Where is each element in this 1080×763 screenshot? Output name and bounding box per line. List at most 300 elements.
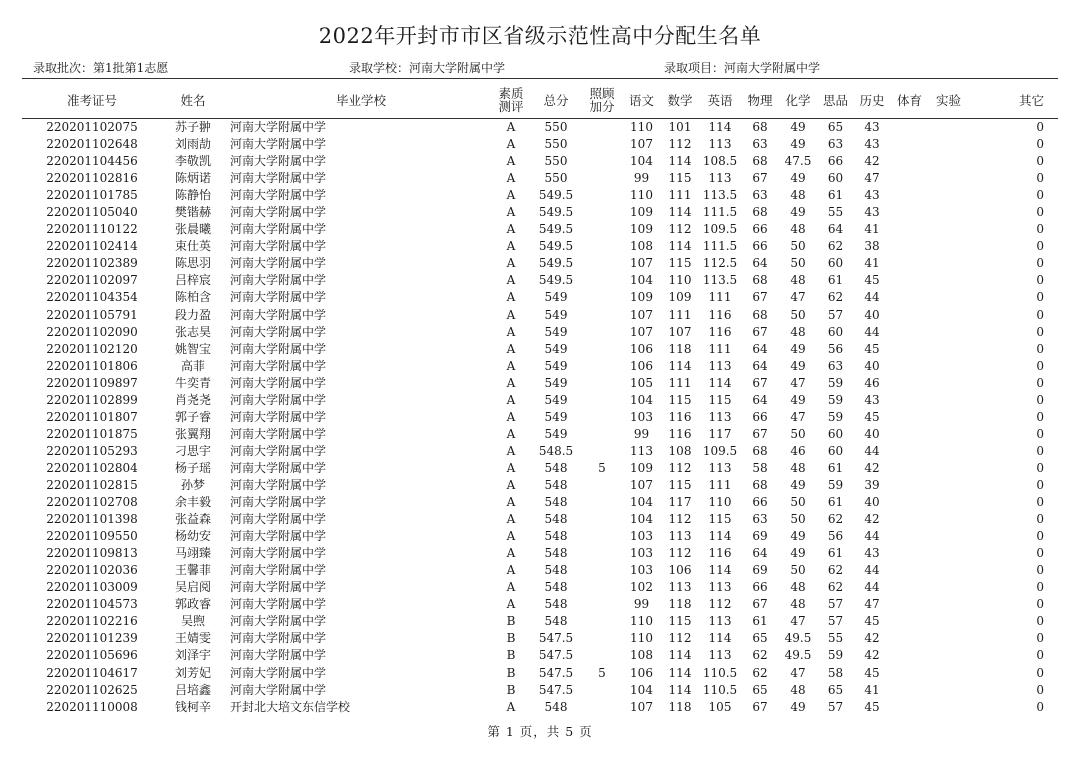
table-row <box>22 579 1058 596</box>
col-math-cell: 112 <box>668 631 692 646</box>
col-name-cell: 张志昊 <box>174 324 211 339</box>
col-moral-cell: 64 <box>827 222 844 237</box>
col-pe-cell <box>890 579 929 596</box>
col-lab-cell <box>929 170 968 187</box>
col-english-cell: 113 <box>708 614 732 629</box>
col-chemistry-cell: 50 <box>790 512 806 527</box>
col-school-cell: 河南大学附属中学 <box>230 205 327 220</box>
col-chinese-cell: 104 <box>630 682 653 697</box>
col-moral-cell: 61 <box>827 273 844 288</box>
col-quality-cell: A <box>506 392 516 407</box>
col-chemistry-header: 化学 <box>779 82 817 119</box>
col-total-cell: 549.5 <box>538 239 574 254</box>
col-moral-cell: 62 <box>827 290 844 305</box>
col-school-cell: 河南大学附属中学 <box>230 120 327 135</box>
col-history-cell: 43 <box>864 188 880 203</box>
col-english-cell: 112.5 <box>702 256 738 271</box>
col-quality-cell: B <box>506 631 516 646</box>
col-bonus-cell <box>582 170 622 187</box>
col-moral-cell: 62 <box>827 239 844 254</box>
col-english-cell: 109.5 <box>702 443 738 458</box>
col-name-header: 姓名 <box>162 82 224 119</box>
col-quality-cell: A <box>506 154 516 169</box>
col-history-cell: 38 <box>864 239 880 254</box>
col-lab-cell <box>929 324 968 341</box>
col-other-cell: 0 <box>1036 665 1044 680</box>
col-other-cell: 0 <box>1036 188 1044 203</box>
col-school-cell: 河南大学附属中学 <box>230 154 327 169</box>
col-chinese-cell: 104 <box>630 512 653 527</box>
col-pe-cell <box>890 238 929 255</box>
col-chinese-cell: 104 <box>630 273 653 288</box>
col-history-cell: 43 <box>864 137 880 152</box>
col-physics-cell: 61 <box>752 614 768 629</box>
col-name-cell: 牛奕青 <box>174 375 211 390</box>
col-school-cell: 河南大学附属中学 <box>230 529 327 544</box>
col-english-cell: 109.5 <box>702 222 738 237</box>
col-bonus-cell <box>582 528 622 545</box>
col-name-cell: 王馨菲 <box>174 563 211 578</box>
col-history-cell: 40 <box>864 358 880 373</box>
col-physics-cell: 67 <box>752 290 768 305</box>
col-total-cell: 549.5 <box>538 222 574 237</box>
col-name-cell: 陈静怡 <box>174 188 211 203</box>
col-chemistry-cell: 49 <box>790 358 806 373</box>
col-bonus-cell <box>582 443 622 460</box>
col-history-cell: 41 <box>864 682 880 697</box>
col-exam-id-cell: 220201102899 <box>46 392 138 407</box>
col-name-cell: 张益森 <box>174 512 211 527</box>
col-chemistry-cell: 48 <box>790 188 806 203</box>
col-moral-cell: 56 <box>827 341 844 356</box>
col-english-cell: 114 <box>708 375 732 390</box>
col-exam-id-cell: 220201105293 <box>46 443 138 458</box>
col-other-cell: 0 <box>1036 256 1044 271</box>
col-other-cell: 0 <box>1036 580 1044 595</box>
col-quality-cell: A <box>506 529 516 544</box>
col-math-cell: 111 <box>668 307 692 322</box>
col-english-cell: 113 <box>708 648 732 663</box>
col-quality-cell: A <box>506 443 516 458</box>
col-english-cell: 113 <box>708 137 732 152</box>
col-name-cell: 樊锴赫 <box>174 205 211 220</box>
col-history-cell: 44 <box>864 324 880 339</box>
col-pe-cell <box>890 153 929 170</box>
col-chemistry-cell: 49 <box>790 171 806 186</box>
col-history-cell: 44 <box>864 563 880 578</box>
col-moral-cell: 62 <box>827 512 844 527</box>
col-other-cell: 0 <box>1036 358 1044 373</box>
col-school-cell: 河南大学附属中学 <box>230 341 327 356</box>
col-school-cell: 河南大学附属中学 <box>230 665 327 680</box>
col-english-cell: 113 <box>708 171 732 186</box>
col-school-cell: 河南大学附属中学 <box>230 358 327 373</box>
admission-batch: 录取批次：第1批第1志愿 <box>33 61 169 75</box>
table-row <box>22 528 1058 545</box>
col-lab-cell <box>929 153 968 170</box>
table-row <box>22 494 1058 511</box>
col-total-cell: 547.5 <box>538 665 574 680</box>
col-school-cell: 河南大学附属中学 <box>230 273 327 288</box>
col-pe-cell <box>890 358 929 375</box>
col-school-cell: 河南大学附属中学 <box>230 460 327 475</box>
col-math-cell: 114 <box>668 205 692 220</box>
col-english-cell: 111 <box>708 290 732 305</box>
col-math-cell: 113 <box>668 529 692 544</box>
col-history-cell: 45 <box>864 341 880 356</box>
col-other-cell: 0 <box>1036 648 1044 663</box>
col-english-cell: 113.5 <box>702 188 738 203</box>
col-total-cell: 549.5 <box>538 256 574 271</box>
col-bonus-cell <box>582 630 622 647</box>
col-moral-cell: 55 <box>827 205 844 220</box>
col-math-cell: 108 <box>668 443 692 458</box>
col-name-cell: 李敬凯 <box>174 154 211 169</box>
col-chemistry-cell: 49.5 <box>784 648 812 663</box>
col-total-cell: 548 <box>544 495 568 510</box>
col-bonus-cell <box>582 119 622 137</box>
col-quality-cell: A <box>506 239 516 254</box>
col-chemistry-cell: 49 <box>790 392 806 407</box>
table-row <box>22 562 1058 579</box>
table-row <box>22 596 1058 613</box>
col-school-cell: 河南大学附属中学 <box>230 290 327 305</box>
col-school-cell: 河南大学附属中学 <box>230 137 327 152</box>
col-quality-cell: A <box>506 256 516 271</box>
col-moral-cell: 61 <box>827 460 844 475</box>
page-title: 2022年开封市市区省级示范性高中分配生名单 <box>318 24 762 48</box>
col-physics-cell: 68 <box>752 307 768 322</box>
col-bonus-cell <box>582 682 622 699</box>
col-history-cell: 45 <box>864 409 880 424</box>
col-exam-id-header: 准考证号 <box>22 82 162 119</box>
col-bonus-cell <box>582 375 622 392</box>
table-row <box>22 460 1058 477</box>
col-english-cell: 113 <box>708 358 732 373</box>
col-name-cell: 吴煦 <box>180 614 205 629</box>
col-exam-id-cell: 220201104617 <box>46 665 138 680</box>
col-history-cell: 45 <box>864 699 880 714</box>
col-chinese-cell: 102 <box>630 580 653 595</box>
col-chemistry-cell: 48 <box>790 273 806 288</box>
col-chinese-cell: 107 <box>630 324 653 339</box>
col-physics-cell: 64 <box>752 358 768 373</box>
col-english-cell: 110.5 <box>702 665 738 680</box>
col-total-cell: 548 <box>544 563 568 578</box>
col-bonus-cell <box>582 153 622 170</box>
col-chinese-cell: 99 <box>633 597 650 612</box>
col-chinese-cell: 105 <box>630 375 653 390</box>
col-lab-cell <box>929 477 968 494</box>
col-exam-id-cell: 220201102414 <box>46 239 138 254</box>
col-exam-id-cell: 220201102625 <box>46 682 138 697</box>
col-chemistry-cell: 49 <box>790 120 806 135</box>
col-other-cell: 0 <box>1036 307 1044 322</box>
col-total-cell: 549 <box>544 426 568 441</box>
col-name-cell: 王婧雯 <box>174 631 211 646</box>
col-bonus-header: 照顾加分 <box>582 82 622 119</box>
col-name-cell: 刘泽宇 <box>174 648 211 663</box>
col-chinese-cell: 108 <box>630 239 653 254</box>
col-math-cell: 116 <box>668 426 692 441</box>
col-school-cell: 河南大学附属中学 <box>230 546 327 561</box>
col-math-cell: 114 <box>668 154 692 169</box>
table-row <box>22 170 1058 187</box>
col-chinese-cell: 104 <box>630 495 653 510</box>
col-english-cell: 113.5 <box>702 273 738 288</box>
col-chinese-cell: 110 <box>630 120 653 135</box>
col-physics-cell: 66 <box>752 239 768 254</box>
col-name-cell: 束仕英 <box>174 239 211 254</box>
col-physics-cell: 65 <box>752 631 768 646</box>
col-pe-cell <box>890 460 929 477</box>
col-lab-cell <box>929 289 968 306</box>
col-history-cell: 44 <box>864 443 880 458</box>
col-chemistry-cell: 48 <box>790 597 806 612</box>
col-quality-cell: A <box>506 478 516 492</box>
col-name-cell: 高菲 <box>180 358 205 373</box>
col-name-cell: 苏子翀 <box>174 120 211 135</box>
col-physics-cell: 67 <box>752 171 768 186</box>
col-total-cell: 548 <box>544 597 568 612</box>
col-other-cell: 0 <box>1036 409 1044 424</box>
col-moral-cell: 63 <box>827 358 844 373</box>
col-english-cell: 111 <box>708 341 732 356</box>
col-exam-id-cell: 220201101398 <box>46 512 138 527</box>
col-quality-cell: B <box>506 665 516 680</box>
col-school-cell: 河南大学附属中学 <box>230 392 327 407</box>
col-chemistry-cell: 47 <box>790 375 806 390</box>
col-total-header: 总分 <box>530 82 582 119</box>
col-math-cell: 109 <box>668 290 692 305</box>
col-name-cell: 段力盈 <box>174 307 211 322</box>
col-exam-id-cell: 220201101806 <box>46 358 138 373</box>
col-pe-cell <box>890 665 929 682</box>
col-english-cell: 112 <box>708 597 732 612</box>
col-pe-cell <box>890 289 929 306</box>
col-english-cell: 116 <box>708 324 732 339</box>
col-lab-cell <box>929 494 968 511</box>
col-history-header: 历史 <box>854 82 890 119</box>
col-quality-cell: A <box>506 341 516 356</box>
col-moral-cell: 63 <box>827 137 844 152</box>
col-history-cell: 41 <box>864 256 880 271</box>
col-total-cell: 550 <box>544 137 568 152</box>
col-chinese-cell: 103 <box>630 409 653 424</box>
col-quality-cell: A <box>506 273 516 288</box>
col-math-cell: 114 <box>668 358 692 373</box>
col-name-cell: 刘芳妃 <box>174 665 211 680</box>
col-english-cell: 114 <box>708 631 732 646</box>
col-pe-cell <box>890 170 929 187</box>
col-exam-id-cell: 220201102816 <box>46 171 138 186</box>
col-other-cell: 0 <box>1036 614 1044 629</box>
col-bonus-cell <box>582 221 622 238</box>
col-quality-cell: A <box>506 188 516 203</box>
col-lab-header: 实验 <box>929 82 968 119</box>
col-pe-cell <box>890 255 929 272</box>
col-english-cell: 113 <box>708 409 732 424</box>
col-school-cell: 河南大学附属中学 <box>230 239 327 254</box>
table-row <box>22 119 1058 137</box>
col-chemistry-cell: 49 <box>790 529 806 544</box>
col-name-cell: 郭政睿 <box>174 597 211 612</box>
col-other-cell: 0 <box>1036 443 1044 458</box>
col-pe-cell <box>890 187 929 204</box>
col-bonus-cell <box>582 426 622 443</box>
col-moral-cell: 62 <box>827 563 844 578</box>
col-history-cell: 44 <box>864 529 880 544</box>
col-math-cell: 112 <box>668 460 692 475</box>
col-math-cell: 112 <box>668 546 692 561</box>
col-exam-id-cell: 220201110122 <box>46 222 138 237</box>
col-name-cell: 陈炳诺 <box>174 171 211 186</box>
col-pe-cell <box>890 596 929 613</box>
col-lab-cell <box>929 136 968 153</box>
col-bonus-cell <box>582 699 622 716</box>
col-school-cell: 河南大学附属中学 <box>230 222 327 237</box>
col-chinese-cell: 110 <box>630 614 653 629</box>
col-physics-cell: 69 <box>752 529 768 544</box>
col-history-cell: 44 <box>864 290 880 305</box>
col-quality-cell: A <box>506 171 516 186</box>
col-physics-cell: 68 <box>752 443 768 458</box>
col-quality-cell: A <box>506 563 516 578</box>
col-math-cell: 114 <box>668 239 692 254</box>
col-math-cell: 112 <box>668 512 692 527</box>
col-math-cell: 101 <box>668 120 692 135</box>
col-bonus-cell <box>582 545 622 562</box>
col-total-cell: 548 <box>544 529 568 544</box>
col-other-cell: 0 <box>1036 478 1044 492</box>
col-lab-cell <box>929 187 968 204</box>
col-total-cell: 549 <box>544 341 568 356</box>
col-other-cell: 0 <box>1036 290 1044 305</box>
col-physics-cell: 68 <box>752 154 768 169</box>
col-school-cell: 河南大学附属中学 <box>230 580 327 595</box>
col-history-cell: 42 <box>864 460 880 475</box>
col-bonus-cell <box>582 238 622 255</box>
col-school-cell: 河南大学附属中学 <box>230 171 327 186</box>
col-physics-cell: 66 <box>752 409 768 424</box>
col-exam-id-cell: 220201101239 <box>46 631 138 646</box>
col-name-cell: 吴启阅 <box>174 580 211 595</box>
header-top-rule <box>22 78 1058 79</box>
col-physics-cell: 62 <box>752 665 768 680</box>
col-moral-cell: 59 <box>827 648 844 663</box>
col-bonus-cell <box>582 289 622 306</box>
col-english-cell: 114 <box>708 120 732 135</box>
col-pe-cell <box>890 630 929 647</box>
col-total-cell: 549 <box>544 358 568 373</box>
col-total-cell: 550 <box>544 171 568 186</box>
col-chemistry-cell: 47 <box>790 290 806 305</box>
col-moral-cell: 62 <box>827 580 844 595</box>
col-physics-cell: 66 <box>752 580 768 595</box>
col-english-cell: 115 <box>708 392 732 407</box>
col-name-cell: 肖尧尧 <box>174 392 211 407</box>
col-exam-id-cell: 220201103009 <box>46 580 138 595</box>
col-physics-cell: 68 <box>752 478 768 492</box>
col-chemistry-cell: 48 <box>790 460 806 475</box>
col-pe-cell <box>890 613 929 630</box>
col-moral-cell: 57 <box>827 307 844 322</box>
table-row <box>22 392 1058 409</box>
table-row <box>22 307 1058 324</box>
col-english-header: 英语 <box>699 82 741 119</box>
col-bonus-cell <box>582 596 622 613</box>
col-history-cell: 46 <box>864 375 880 390</box>
col-physics-cell: 63 <box>752 512 768 527</box>
col-name-cell: 陈柏含 <box>174 290 211 305</box>
col-moral-cell: 61 <box>827 495 844 510</box>
col-pe-cell <box>890 494 929 511</box>
col-name-cell: 吕培鑫 <box>174 682 211 697</box>
col-other-cell: 0 <box>1036 205 1044 220</box>
col-exam-id-cell: 220201102389 <box>46 256 138 271</box>
col-total-cell: 549 <box>544 307 568 322</box>
col-lab-cell <box>929 665 968 682</box>
col-chemistry-cell: 50 <box>790 307 806 322</box>
col-name-cell: 钱柯辛 <box>174 699 211 714</box>
col-total-cell: 550 <box>544 154 568 169</box>
col-lab-cell <box>929 579 968 596</box>
col-moral-cell: 59 <box>827 478 844 492</box>
col-bonus-cell <box>582 392 622 409</box>
col-math-cell: 118 <box>668 699 692 714</box>
col-history-cell: 42 <box>864 512 880 527</box>
col-english-cell: 113 <box>708 580 732 595</box>
col-chinese-cell: 109 <box>630 290 653 305</box>
col-math-cell: 114 <box>668 665 692 680</box>
col-school-cell: 河南大学附属中学 <box>230 631 327 646</box>
col-bonus-cell <box>582 494 622 511</box>
col-english-cell: 110 <box>708 495 732 510</box>
col-lab-cell <box>929 528 968 545</box>
col-name-cell: 姚智宝 <box>174 341 211 356</box>
col-chinese-cell: 110 <box>630 188 653 203</box>
col-math-cell: 112 <box>668 137 692 152</box>
col-school-cell: 河南大学附属中学 <box>230 597 327 612</box>
col-other-cell: 0 <box>1036 239 1044 254</box>
col-bonus-cell <box>582 613 622 630</box>
col-bonus-cell <box>582 511 622 528</box>
col-quality-cell: A <box>506 375 516 390</box>
col-history-cell: 43 <box>864 546 880 561</box>
col-chinese-cell: 110 <box>630 631 653 646</box>
col-chinese-cell: 104 <box>630 154 653 169</box>
col-physics-cell: 67 <box>752 375 768 390</box>
admission-school: 录取学校：河南大学附属中学 <box>349 61 506 75</box>
col-exam-id-cell: 220201104456 <box>46 154 138 169</box>
col-moral-cell: 59 <box>827 409 844 424</box>
col-pe-cell <box>890 324 929 341</box>
col-physics-cell: 58 <box>752 460 768 475</box>
col-chemistry-cell: 49 <box>790 478 806 492</box>
col-bonus-cell: 5 <box>598 460 606 475</box>
col-bonus-cell <box>582 579 622 596</box>
table-row <box>22 238 1058 255</box>
col-school-cell: 河南大学附属中学 <box>230 648 327 663</box>
col-chemistry-cell: 50 <box>790 426 806 441</box>
col-lab-cell <box>929 119 968 137</box>
col-other-cell: 0 <box>1036 273 1044 288</box>
col-quality-cell: A <box>506 409 516 424</box>
col-pe-cell <box>890 682 929 699</box>
table-row <box>22 187 1058 204</box>
col-pe-cell <box>890 562 929 579</box>
col-other-cell: 0 <box>1036 546 1044 561</box>
